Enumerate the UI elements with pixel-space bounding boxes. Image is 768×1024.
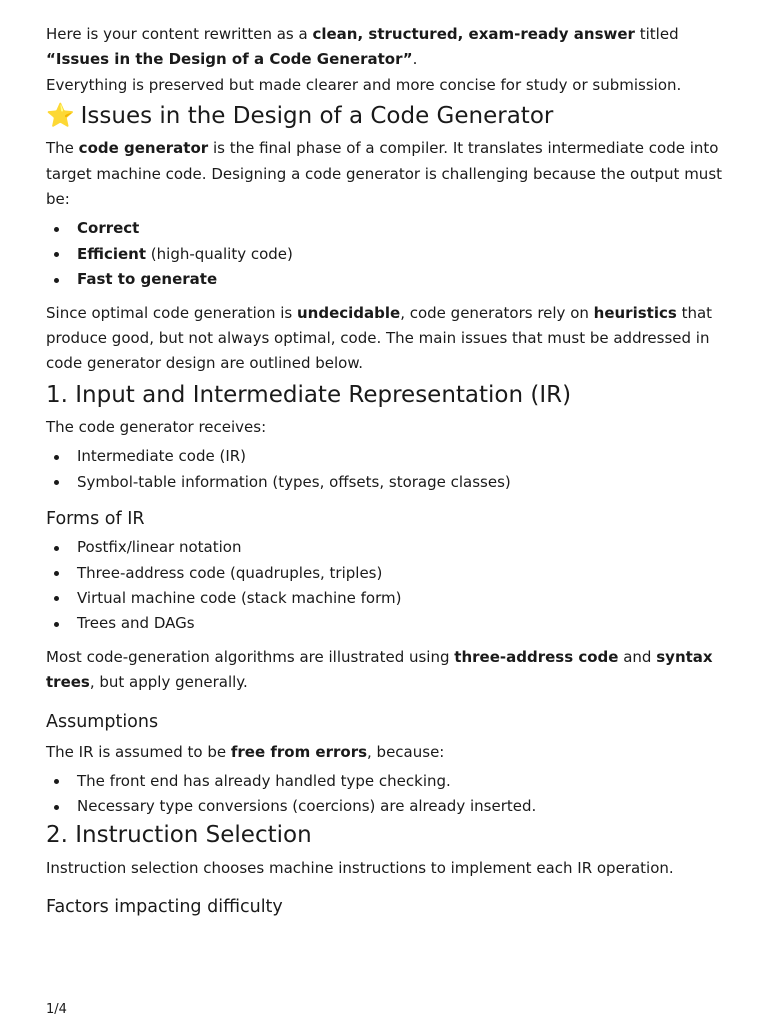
intro-paragraph: Here is your content rewritten as a clean, structured, exam-ready answer titled “Issues in the Design of a Code Generator”. xyxy=(46,25,679,69)
list-item: Virtual machine code (stack machine form) xyxy=(46,586,726,611)
list-item: The front end has already handled type checking. xyxy=(46,769,726,794)
list-item: Trees and DAGs xyxy=(46,611,726,636)
section1-heading: 1. Input and Intermediate Representation (IR) xyxy=(46,381,572,408)
document-page xyxy=(46,22,726,919)
section2-intro: Instruction selection chooses machine instructions to implement each IR operation. xyxy=(46,858,674,877)
list-item: Intermediate code (IR) xyxy=(46,444,726,469)
requirements-list xyxy=(46,216,726,292)
star-icon: ⭐ xyxy=(46,103,75,130)
algorithms-paragraph: Most code-generation algorithms are illustrated using three-address code and syntax trees, but apply generally. xyxy=(46,647,713,692)
section2-heading: 2. Instruction Selection xyxy=(46,821,312,848)
assumptions-heading: Assumptions xyxy=(46,711,159,732)
forms-list xyxy=(46,535,726,637)
section1-intro: The code generator receives: xyxy=(46,417,267,436)
list-item: Correct xyxy=(46,216,726,241)
factors-heading: Factors impacting difficulty xyxy=(46,897,283,918)
main-heading: ⭐ Issues in the Design of a Code Generator xyxy=(46,103,554,130)
heuristics-paragraph: Since optimal code generation is undecidable, code generators rely on heuristics that produce good, but not always optimal, code. The main issues that must be addressed in code generator design are outlined below. xyxy=(46,303,713,373)
list-item: Fast to generate xyxy=(46,267,726,292)
code-generator-paragraph: The code generator is the final phase of a compiler. It translates intermediate code into target machine code. Designing a code generator is challenging because the output must be: xyxy=(46,139,723,209)
assumptions-list xyxy=(46,769,726,820)
list-item: Postfix/linear notation xyxy=(46,535,726,560)
assumptions-paragraph: The IR is assumed to be free from errors, because: xyxy=(46,742,445,761)
list-item: Three-address code (quadruples, triples) xyxy=(46,561,726,586)
list-item: Necessary type conversions (coercions) are already inserted. xyxy=(46,794,726,819)
intro-note: Everything is preserved but made clearer and more concise for study or submission. xyxy=(46,75,682,94)
receives-list xyxy=(46,444,726,495)
list-item: Symbol-table information (types, offsets, storage classes) xyxy=(46,470,726,495)
page-number: 1/4 xyxy=(46,1002,67,1017)
forms-heading: Forms of IR xyxy=(46,509,145,530)
list-item: Efficient (high-quality code) xyxy=(46,242,726,267)
